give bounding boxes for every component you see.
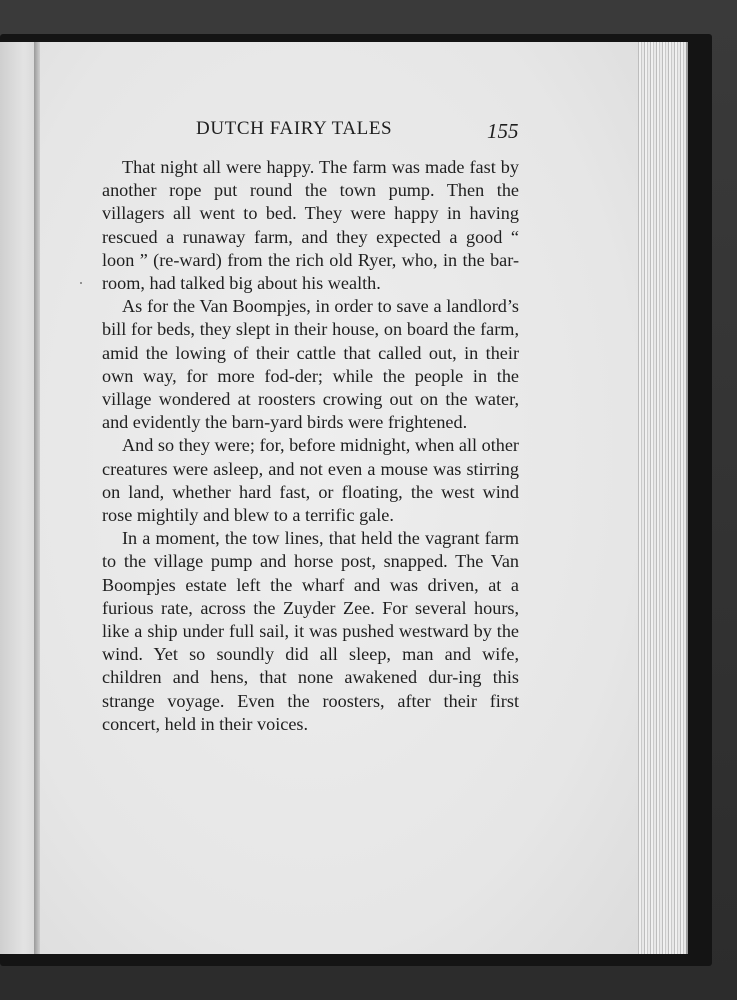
page-edges-stack: [636, 42, 688, 954]
paragraph: That night all were happy. The farm was made fast by another rope put round the town pump. Then the villagers all went to bed. They were happy in having rescued a runaway farm, and they expected a good “ loon ” (re-ward) from the rich old Ryer, who, in the bar-room, had talked big about his wealth.: [102, 157, 519, 294]
book-page: [40, 42, 638, 954]
running-title: DUTCH FAIRY TALES: [196, 118, 393, 139]
margin-speck: [80, 282, 82, 284]
paragraph: As for the Van Boompjes, in order to save a landlord’s bill for beds, they slept in their house, on board the farm, amid the lowing of their cattle that called out, in their own way, for more fod-der; while the people in the village wondered at roosters crowing out on the water, and evidently the barn-yard birds were frightened.: [102, 296, 519, 433]
paragraph: In a moment, the tow lines, that held the vagrant farm to the village pump and horse post, snapped. The Van Boompjes estate left the wharf and was driven, at a furious rate, across the Zuyder Zee. For several hours, like a ship under full sail, it was pushed westward by the wind. Yet so soundly did all sleep, man and wife, children and hens, that none awakened dur-ing this strange voyage. Even the roosters, after their first concert, held in their voices.: [102, 528, 519, 734]
body-text: [102, 156, 519, 736]
paragraph: And so they were; for, before midnight, when all other creatures were asleep, and not even a mouse was stirring on land, whether hard fast, or floating, the west wind rose mightily and blew to a terrific gale.: [102, 435, 519, 526]
page-header: [40, 116, 638, 146]
page-number: 155: [487, 119, 519, 143]
